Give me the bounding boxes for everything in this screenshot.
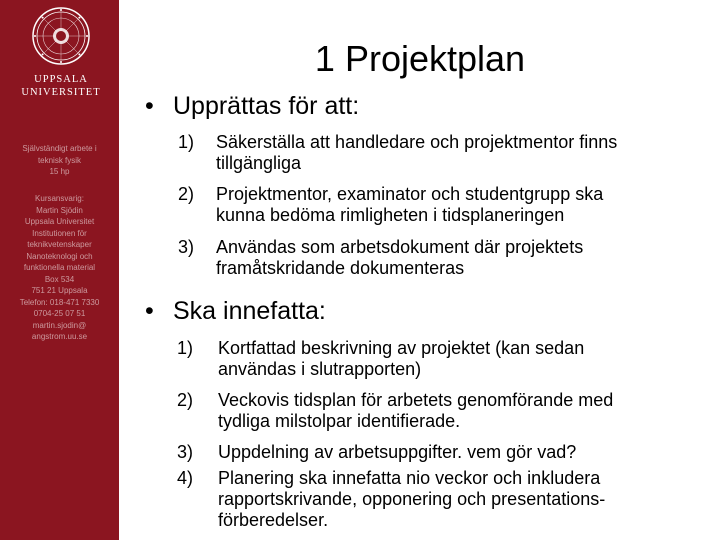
list-item-text: tillgängliga — [216, 153, 302, 173]
contact-line: angstrom.uu.se — [31, 332, 88, 341]
contact-line: funktionella material — [23, 263, 96, 272]
bullet-symbol: • — [145, 297, 154, 325]
list-item-number: 3) — [178, 237, 195, 257]
contact-line: Nanoteknologi och — [26, 251, 93, 261]
list-item-number: 2) — [178, 184, 195, 204]
course-info-line: Självständigt arbete i — [22, 144, 97, 153]
sidebar — [0, 0, 119, 540]
bullet-label: Upprättas för att: — [173, 92, 360, 120]
university-seal-icon — [31, 6, 91, 66]
list-item-number: 1) — [178, 132, 195, 152]
list-item-text: kunna bedöma rimligheten i tidsplaneringen — [216, 205, 565, 225]
contact-line: Martin Sjödin — [36, 205, 83, 215]
contact-line: Uppsala Universitet — [24, 217, 95, 226]
contact-line: 751 21 Uppsala — [31, 286, 88, 295]
contact-line: 0704-25 07 51 — [33, 309, 86, 318]
list-item-text: Projektmentor, examinator och studentgrupp ska — [216, 184, 604, 204]
course-info — [2, 143, 117, 178]
list-item-text: tydliga milstolpar identifierade. — [218, 411, 461, 431]
list-item-text: framåtskridande dokumenteras — [216, 258, 465, 278]
list-item-text: förberedelser. — [218, 510, 329, 530]
logo-wordmark-line1: UPPSALA — [34, 74, 88, 85]
bullet-symbol: • — [145, 92, 154, 120]
list-item-text: Kortfattad beskrivning av projektet (kan sedan — [218, 338, 585, 358]
list-item-text: Planering ska innefatta nio veckor och inkludera — [218, 468, 601, 488]
contact-info — [2, 193, 117, 343]
list-item-text: rapportskrivande, opponering och presentations- — [218, 489, 606, 509]
list-item-text: användas i slutrapporten) — [218, 359, 422, 379]
logo-wordmark-line2: UNIVERSITET — [21, 87, 101, 98]
course-info-line: 15 hp — [49, 167, 70, 176]
contact-line: Box 534 — [44, 274, 75, 284]
contact-line: Telefon: 018-471 7330 — [19, 297, 100, 307]
list-item-text: Uppdelning av arbetsuppgifter. vem gör vad? — [218, 442, 577, 462]
list-item-text: Användas som arbetsdokument där projektets — [216, 237, 584, 257]
list-item-number: 2) — [177, 390, 194, 410]
slide-title: 1 Projektplan — [314, 38, 526, 79]
bullet-label: Ska innefatta: — [173, 297, 326, 325]
contact-line: Kursansvarig: — [35, 194, 84, 203]
list-item-number: 1) — [177, 338, 194, 358]
list-item-text: Veckovis tidsplan för arbetets genomförande med — [218, 390, 614, 410]
contact-line: teknikvetenskaper — [27, 240, 92, 249]
list-item-number: 3) — [177, 442, 194, 462]
contact-line: martin.sjodin@ — [32, 320, 87, 330]
list-item-text: Säkerställa att handledare och projektmentor finns — [216, 132, 618, 152]
contact-line: Institutionen för — [32, 228, 87, 238]
bullet-innefatta — [145, 297, 326, 326]
bullet-upprattas — [145, 92, 359, 121]
course-info-line: teknisk fysik — [37, 155, 82, 165]
list-item-number: 4) — [177, 468, 194, 488]
